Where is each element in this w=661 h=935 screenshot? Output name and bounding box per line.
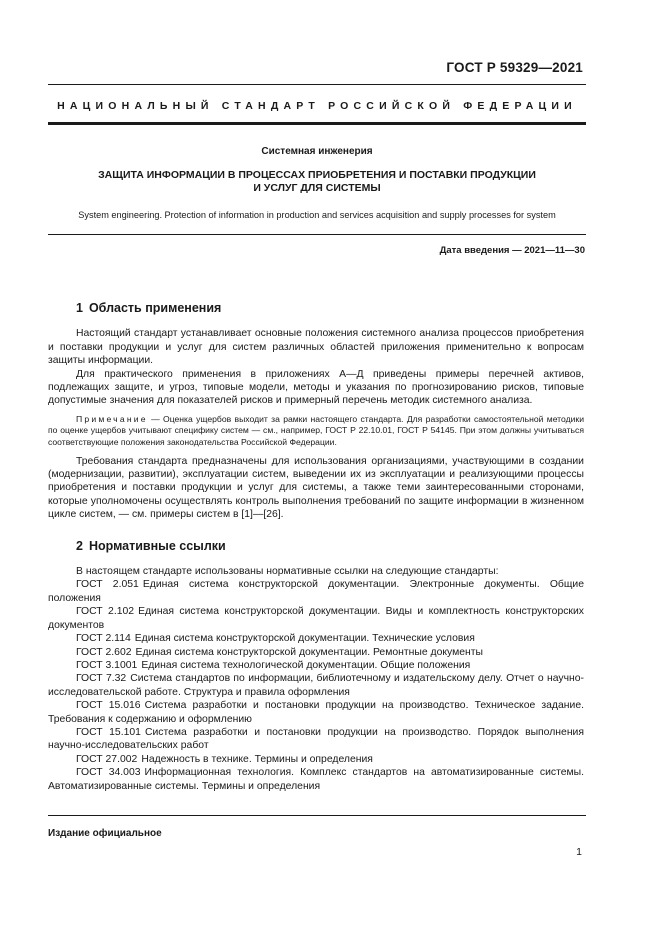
reference-item (48, 699, 584, 726)
document-number: ГОСТ Р 59329—2021 (446, 60, 583, 75)
header-rule-top (48, 84, 586, 85)
official-edition-label: Издание официальное (48, 828, 162, 839)
reference-item (48, 726, 584, 753)
reference-code: ГОСТ 2.051 (76, 579, 139, 591)
reference-code: ГОСТ 2.114 (76, 633, 131, 645)
title-rule (48, 234, 586, 235)
reference-code: ГОСТ 2.102 (76, 606, 135, 618)
footer-rule (48, 815, 586, 816)
reference-title: Единая система конструкторской документации. Электронные документы. Общие положения (48, 579, 584, 604)
reference-title: Система разработки и постановки продукции на производство. Порядок выполнения научно-исследовательских работ (48, 726, 584, 752)
section-title: Нормативные ссылки (88, 538, 226, 553)
national-standard-title: НАЦИОНАЛЬНЫЙ СТАНДАРТ РОССИЙСКОЙ ФЕДЕРАЦИИ (57, 100, 577, 112)
header-rule-thick (48, 122, 586, 125)
reference-code: ГОСТ 3.1001 (76, 659, 138, 671)
section-spacer (48, 522, 584, 540)
reference-item (48, 646, 584, 659)
section-number: 2 (76, 538, 83, 553)
reference-code: ГОСТ 27.002 (76, 753, 138, 765)
reference-item (48, 605, 584, 632)
section-1-paragraph-2: Для практического применения в приложениях А—Д приведены примеры перечней активов, подлежащих защите, и угроз, типовые модели, методы и указания по прогнозированию рисков, типовые допустимые значения для показателей рисков и примерный перечень методик системного анализа. (48, 368, 584, 407)
reference-title: Единая система технологической документации. Общие положения (141, 659, 471, 671)
document-body (48, 302, 584, 793)
section-title: Область применения (88, 301, 222, 315)
reference-item (48, 659, 584, 672)
reference-title: Единая система конструкторской документации. Ремонтные документы (135, 646, 483, 658)
reference-code: ГОСТ 7.32 (76, 673, 127, 685)
document-title-en: System engineering. Protection of information in production and services acquisition and supply processes for system (78, 210, 556, 220)
section-2-heading (76, 540, 584, 553)
note-text: — Оценка ущербов выходит за рамки настоящего стандарта. Для разработки самостоятельной методики по оценке ущербов учитывают специфику систем — см., например, ГОСТ Р 22.10.01, ГОСТ Р 54145. При этом должны учитываться соответствующие положения законодательства Российской Федерации. (48, 413, 584, 448)
document-title-ru: ЗАЩИТА ИНФОРМАЦИИ В ПРОЦЕССАХ ПРИОБРЕТЕНИЯ И ПОСТАВКИ ПРОДУКЦИИ И УСЛУГ ДЛЯ СИСТЕМЫ (98, 169, 536, 194)
section-number: 1 (76, 301, 83, 315)
reference-item (48, 753, 584, 766)
page-number: 1 (576, 846, 582, 858)
introduction-date: Дата введения — 2021—11—30 (439, 245, 585, 256)
reference-item (48, 672, 584, 699)
section-1-heading (76, 302, 584, 315)
reference-title: Информационная технология. Комплекс стандартов на автоматизированные системы. Автоматизированные системы. Термины и определения (48, 767, 584, 792)
reference-title: Единая система конструкторской документации. Технические условия (134, 633, 475, 645)
note-label: Примечание (76, 413, 148, 424)
section-1-paragraph-3: Требования стандарта предназначены для использования организациями, участвующими в создании (модернизации, развитии), эксплуатации систем, выведении их из эксплуатации и реализующими процессы приобретения и поставки продукции и услуг для системы, а также теми заинтересованными сторонами, которые уполномочены осуществлять контроль выполнения требований по защите информации в жизненном цикле систем, — см. примеры систем в [1]—[26]. (48, 455, 584, 521)
reference-code: ГОСТ 2.602 (76, 646, 132, 658)
section-1-note (48, 414, 584, 449)
reference-code: ГОСТ 15.101 (76, 726, 141, 738)
reference-item (48, 766, 584, 793)
document-subtitle: Системная инженерия (261, 146, 373, 157)
reference-code: ГОСТ 15.016 (76, 700, 141, 712)
normative-references-list (48, 578, 584, 793)
reference-item (48, 578, 584, 605)
section-1-paragraph-1: Настоящий стандарт устанавливает основные положения системного анализа процессов приобретения и поставки продукции и услуг для систем различных областей приложения применительно к вопросам защиты информации. (48, 328, 584, 367)
reference-title: Единая система конструкторской документации. Виды и комплектность конструкторских документов (48, 606, 584, 631)
section-2-intro: В настоящем стандарте использованы нормативные ссылки на следующие стандарты: (76, 566, 499, 578)
reference-title: Система разработки и постановки продукции на производство. Техническое задание. Требования к содержанию и оформлению (48, 700, 584, 725)
reference-code: ГОСТ 34.003 (76, 767, 141, 779)
reference-title: Надежность в технике. Термины и определения (141, 753, 373, 765)
reference-title: Система стандартов по информации, библиотечному и издательскому делу. Отчет о научно-исследовательской работе. Структура и правила оформления (48, 673, 584, 698)
reference-item (48, 632, 584, 645)
